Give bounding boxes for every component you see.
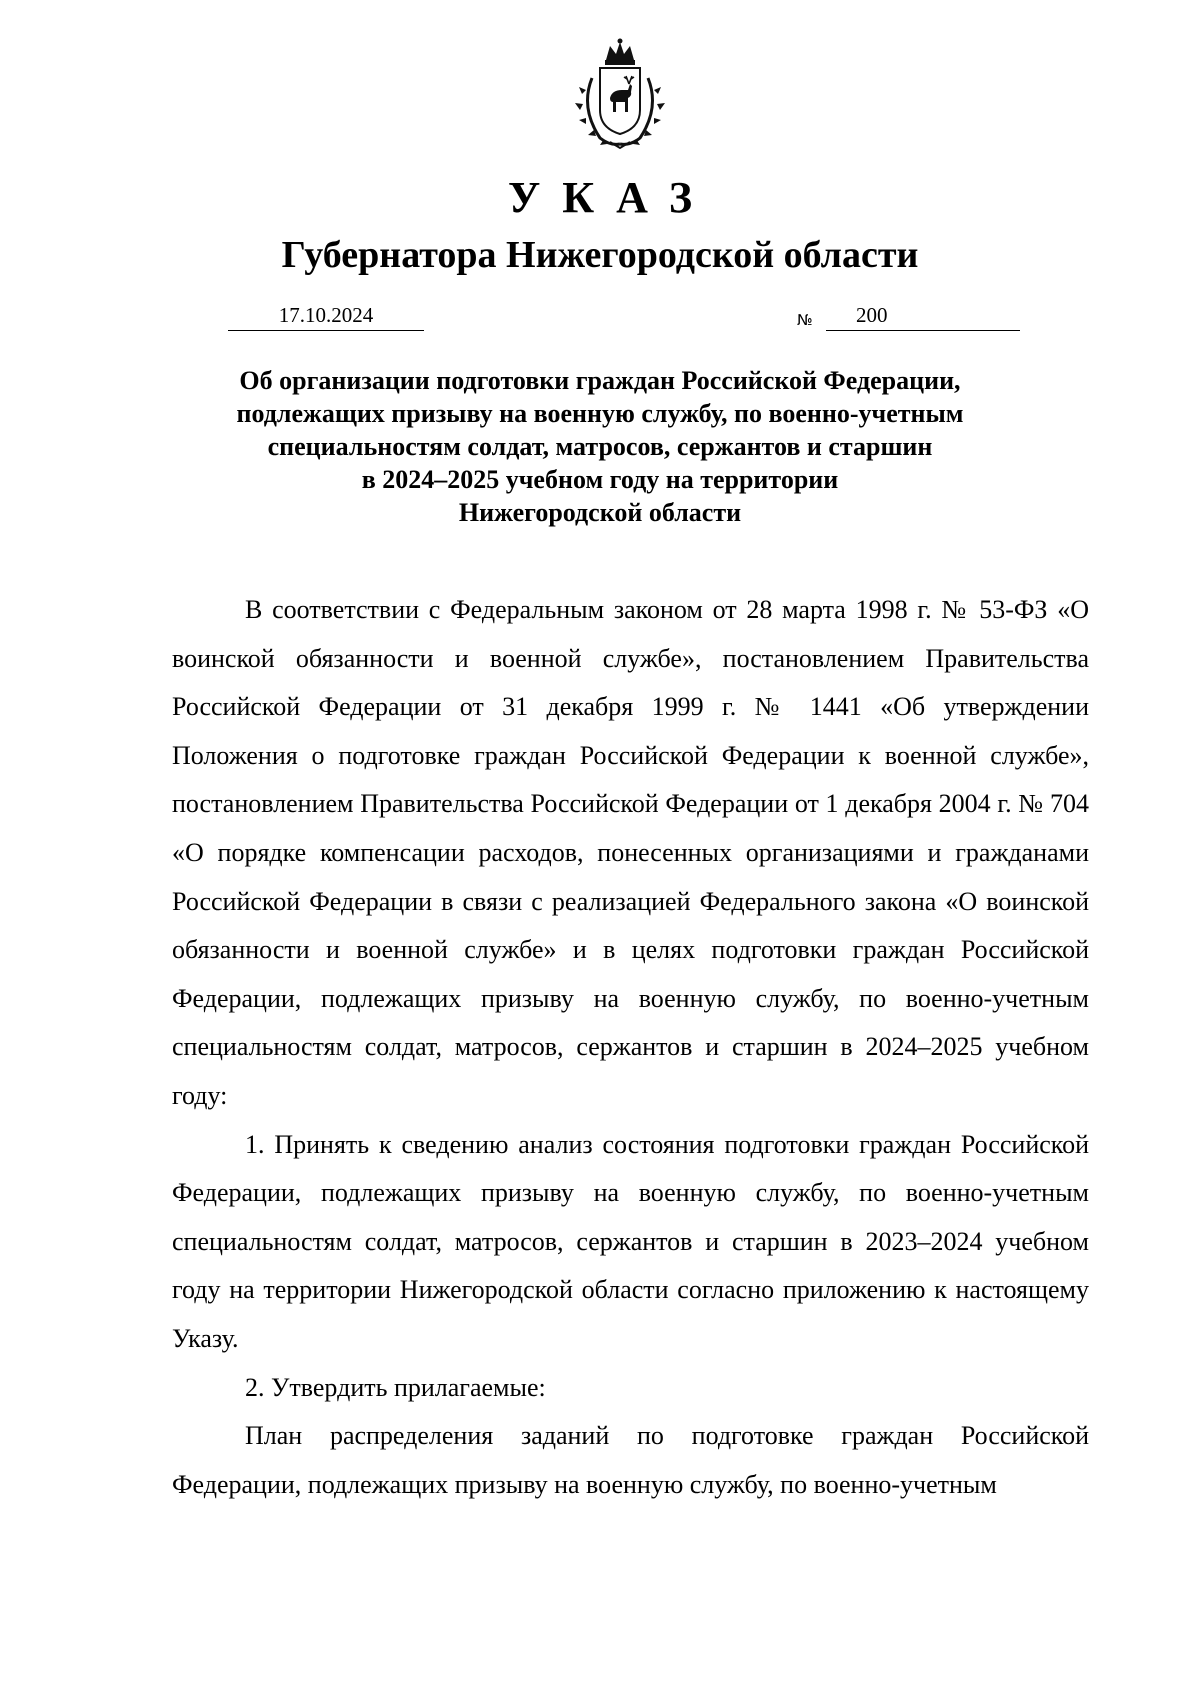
decree-title: УКАЗ — [507, 173, 715, 222]
coat-of-arms-icon — [570, 38, 670, 150]
subject-line: Нижегородской области — [458, 498, 742, 527]
decree-number: 200 — [856, 303, 888, 327]
decree-number-field — [826, 302, 1020, 331]
decree-date-field: 17.10.2024 — [228, 302, 424, 331]
preamble-paragraph: В соответствии с Федеральным законом от 28 марта 1998 г. № 53-ФЗ «О воинской обязанности и военной службе», постановлением Правительства Российской Федерации от 31 декабря 1999 г. № 1441 «Об утверждении Положения о подготовке граждан Российской Федерации к военной службе», постановлением Правительства Российской Федерации от 1 декабря 2004 г. № 704 «О порядке компенсации расходов, понесенных организациями и гражданами Российской Федерации в связи с реализацией Федерального закона «О воинской обязанности и военной службе» и в целях подготовки граждан Российской Федерации, подлежащих призыву на военную службу, по военно-учетным специальностям солдат, матросов, сержантов и старшин в 2024–2025 учебном году: — [172, 595, 1089, 1110]
decree-subject — [150, 364, 1050, 529]
number-sign: № — [797, 311, 813, 329]
item-1-paragraph: 1. Принять к сведению анализ состояния подготовки граждан Российской Федерации, подлежащих призыву на военную службу, по военно-учетным специальностям солдат, матросов, сержантов и старшин в 2023–2024 учебном году на территории Нижегородской области согласно приложению к настоящему Указу. — [172, 1129, 1089, 1353]
issuer-title: Губернатора Нижегородской области — [281, 234, 919, 276]
decree-body — [172, 586, 1089, 1509]
subject-line: подлежащих призыву на военную службу, по военно-учетным — [236, 399, 964, 428]
subject-line: специальностям солдат, матросов, сержантов и старшин — [267, 432, 933, 461]
item-2-paragraph: 2. Утвердить прилагаемые: — [245, 1372, 546, 1402]
subject-line: Об организации подготовки граждан Российской Федерации, — [239, 366, 961, 395]
item-2-plan-paragraph: План распределения заданий по подготовке граждан Российской Федерации, подлежащих призыву на военную службу, по военно-учетным — [172, 1421, 1089, 1499]
subject-line: в 2024–2025 учебном году на территории — [361, 465, 839, 494]
